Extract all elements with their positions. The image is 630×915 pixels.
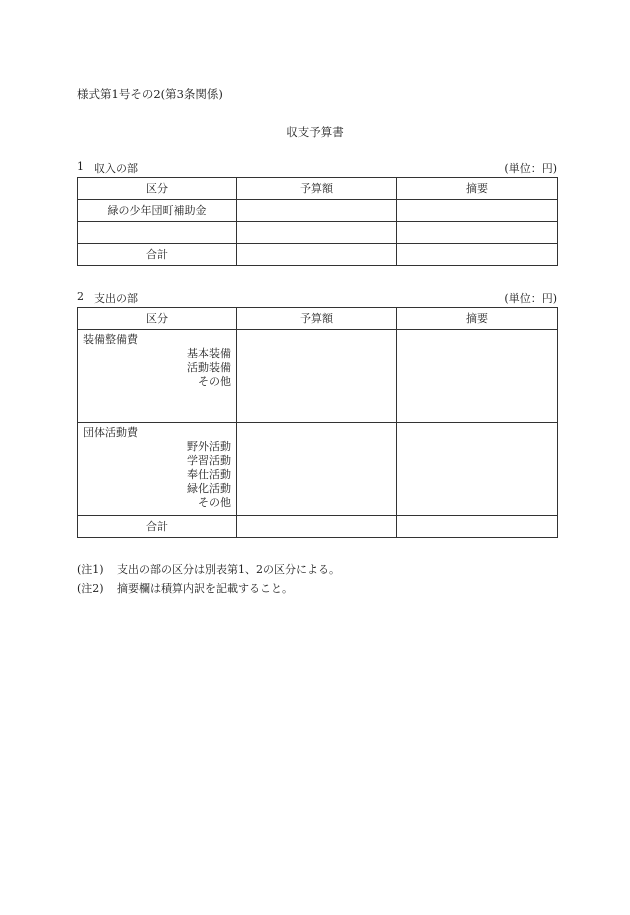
income-col-budget: 予算額 — [237, 178, 397, 200]
expense-group-name: 装備整備費 — [83, 333, 138, 346]
expense-subitem: 緑化活動 — [187, 482, 231, 495]
note-text: 摘要欄は積算内訳を記載すること。 — [117, 582, 293, 595]
expense-total-budget[interactable] — [237, 516, 397, 538]
expense-col-budget: 予算額 — [237, 308, 397, 330]
expense-group-equipment — [78, 330, 237, 423]
table-row — [78, 423, 558, 516]
note-2 — [77, 580, 293, 596]
form-id: 様式第1号その2(第3条関係) — [77, 87, 223, 101]
expense-total-remarks[interactable] — [397, 516, 558, 538]
income-row-category — [78, 222, 237, 244]
expense-subitem: その他 — [198, 496, 231, 509]
income-row-category: 緑の少年団町補助金 — [78, 200, 237, 222]
expense-group-name: 団体活動費 — [83, 426, 138, 439]
document-title: 収支予算書 — [286, 125, 344, 139]
income-total-label: 合計 — [78, 244, 237, 266]
income-row-remarks[interactable] — [397, 222, 558, 244]
expense-subitem: 野外活動 — [187, 440, 231, 453]
expense-group-remarks[interactable] — [397, 330, 558, 423]
expense-subitem: その他 — [198, 375, 231, 388]
note-label: (注2) — [77, 582, 104, 595]
expense-section-heading — [77, 290, 557, 306]
expense-subitem: 基本装備 — [187, 347, 231, 360]
expense-group-activities — [78, 423, 237, 516]
income-total-row — [78, 244, 558, 266]
income-col-category: 区分 — [78, 178, 237, 200]
income-section-title: 収入の部 — [94, 162, 138, 175]
income-row-budget[interactable] — [237, 222, 397, 244]
expense-total-label: 合計 — [78, 516, 237, 538]
table-row — [78, 222, 558, 244]
expense-group-remarks[interactable] — [397, 423, 558, 516]
expense-table — [77, 307, 558, 538]
expense-subitem: 奉仕活動 — [187, 468, 231, 481]
income-row-remarks[interactable] — [397, 200, 558, 222]
expense-total-row — [78, 516, 558, 538]
expense-header-row — [78, 308, 558, 330]
income-total-budget[interactable] — [237, 244, 397, 266]
expense-section-number: 2 — [77, 290, 84, 303]
expense-group-budget[interactable] — [237, 330, 397, 423]
note-label: (注1) — [77, 563, 104, 576]
note-1 — [77, 561, 340, 577]
income-total-remarks[interactable] — [397, 244, 558, 266]
income-table — [77, 177, 558, 266]
table-row — [78, 200, 558, 222]
note-text: 支出の部の区分は別表第1、2の区分による。 — [117, 563, 340, 576]
income-section-number: 1 — [77, 160, 84, 173]
expense-subitem: 活動装備 — [187, 361, 231, 374]
income-section-heading — [77, 160, 557, 176]
expense-group-budget[interactable] — [237, 423, 397, 516]
expense-col-category: 区分 — [78, 308, 237, 330]
income-col-remarks: 摘要 — [397, 178, 558, 200]
expense-unit-label: (単位：円) — [504, 292, 557, 305]
expense-section-title: 支出の部 — [94, 292, 138, 305]
table-row — [78, 330, 558, 423]
income-unit-label: (単位：円) — [504, 162, 557, 175]
expense-subitem: 学習活動 — [187, 454, 231, 467]
expense-col-remarks: 摘要 — [397, 308, 558, 330]
income-header-row — [78, 178, 558, 200]
income-row-budget[interactable] — [237, 200, 397, 222]
